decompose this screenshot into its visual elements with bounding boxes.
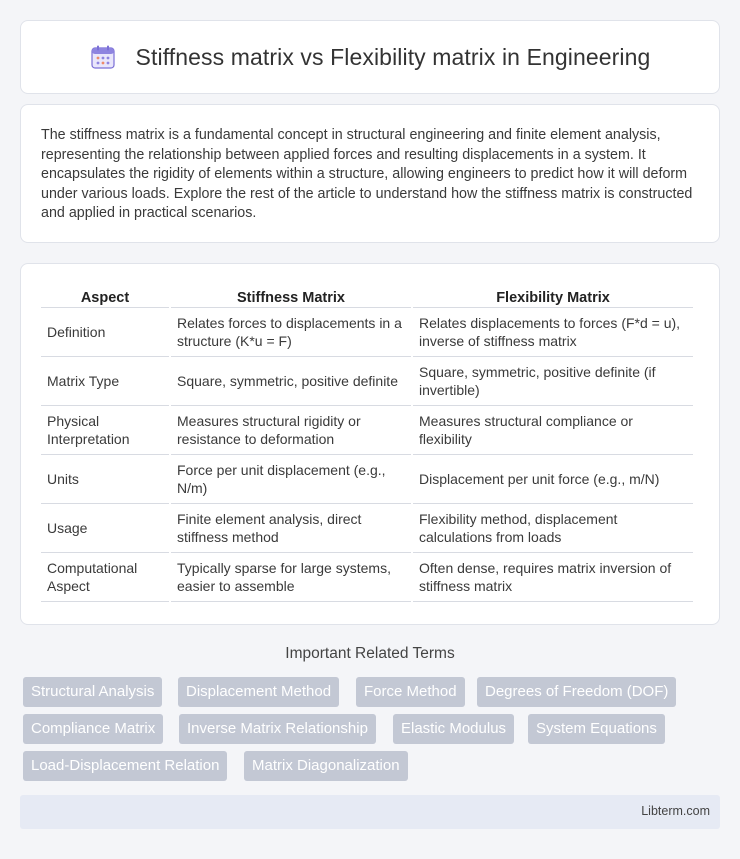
row-flexibility: Flexibility method, displacement calculations from loads: [413, 504, 693, 553]
table-row: [41, 406, 693, 455]
row-flexibility: Square, symmetric, positive definite (if invertible): [413, 357, 693, 406]
header-aspect: Aspect: [41, 282, 169, 308]
row-flexibility: Measures structural compliance or flexibility: [413, 406, 693, 455]
header-card: [20, 20, 720, 94]
intro-card: [20, 104, 720, 243]
table-row: [41, 308, 693, 357]
comparison-table: [39, 282, 695, 602]
row-stiffness: Force per unit displacement (e.g., N/m): [171, 455, 411, 504]
tag-degrees-of-freedom[interactable]: Degrees of Freedom (DOF): [477, 677, 676, 707]
row-stiffness: Measures structural rigidity or resistance to deformation: [171, 406, 411, 455]
row-aspect: Definition: [41, 308, 169, 357]
tag-load-displacement-relation[interactable]: Load-Displacement Relation: [23, 751, 227, 781]
row-aspect: Matrix Type: [41, 357, 169, 406]
related-terms-title: Important Related Terms: [285, 645, 455, 662]
row-flexibility: Often dense, requires matrix inversion of stiffness matrix: [413, 553, 693, 602]
row-aspect: Computational Aspect: [41, 553, 169, 602]
row-stiffness: Square, symmetric, positive definite: [171, 357, 411, 406]
table-row: [41, 504, 693, 553]
tag-compliance-matrix[interactable]: Compliance Matrix: [23, 714, 163, 744]
tag-elastic-modulus[interactable]: Elastic Modulus: [393, 714, 514, 744]
row-aspect: Units: [41, 455, 169, 504]
table-row: [41, 455, 693, 504]
row-stiffness: Finite element analysis, direct stiffness method: [171, 504, 411, 553]
tag-structural-analysis[interactable]: Structural Analysis: [23, 677, 162, 707]
table-row: [41, 357, 693, 406]
page-title: Stiffness matrix vs Flexibility matrix in Engineering: [135, 43, 651, 70]
comparison-card: [20, 263, 720, 625]
row-stiffness: Relates forces to displacements in a structure (K*u = F): [171, 308, 411, 357]
row-aspect: Usage: [41, 504, 169, 553]
row-aspect: Physical Interpretation: [41, 406, 169, 455]
header-flexibility: Flexibility Matrix: [413, 282, 693, 308]
calendar-icon: [90, 44, 116, 70]
tag-matrix-diagonalization[interactable]: Matrix Diagonalization: [244, 751, 408, 781]
footer: [20, 795, 720, 829]
table-header-row: [41, 282, 693, 308]
tag-system-equations[interactable]: System Equations: [528, 714, 665, 744]
row-flexibility: Displacement per unit force (e.g., m/N): [413, 455, 693, 504]
table-row: [41, 553, 693, 602]
tag-inverse-matrix-relationship[interactable]: Inverse Matrix Relationship: [179, 714, 376, 744]
row-flexibility: Relates displacements to forces (F*d = u), inverse of stiffness matrix: [413, 308, 693, 357]
intro-text: The stiffness matrix is a fundamental concept in structural engineering and finite element analysis, representing the relationship between applied forces and resulting displacements in a system. It encapsulates the rigidity of elements within a structure, allowing engineers to predict how it will deform under various loads. Explore the rest of the article to understand how the stiffness matrix is constructed and applied in practical scenarios.: [41, 127, 693, 222]
tag-displacement-method[interactable]: Displacement Method: [178, 677, 339, 707]
tag-force-method[interactable]: Force Method: [356, 677, 465, 707]
row-stiffness: Typically sparse for large systems, easier to assemble: [171, 553, 411, 602]
header-stiffness: Stiffness Matrix: [171, 282, 411, 308]
footer-site[interactable]: Libterm.com: [641, 804, 710, 818]
